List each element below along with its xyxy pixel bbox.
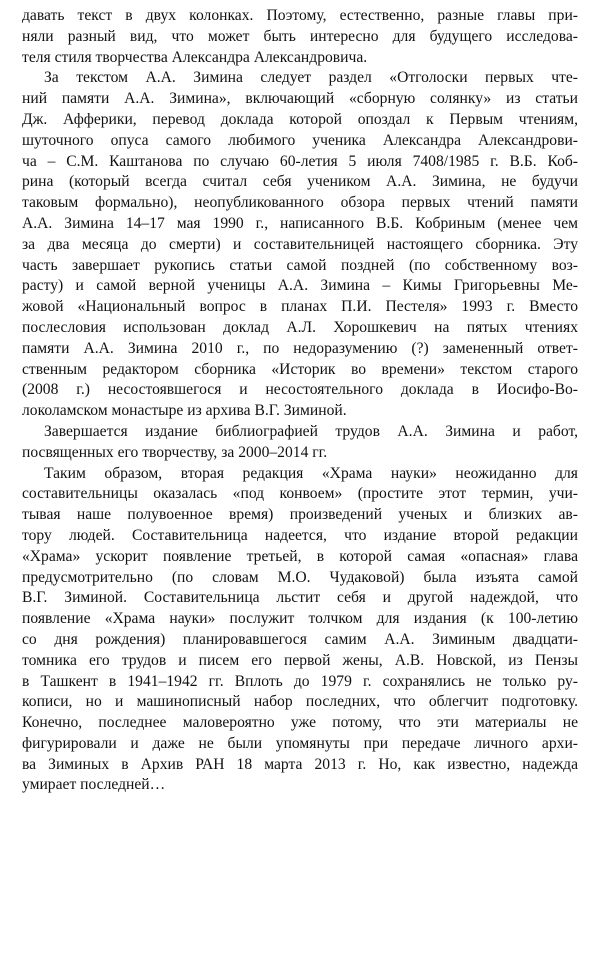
paragraph-4 [22,464,578,797]
text-line: локоламском монастыре из архива В.Г. Зиминой. [22,402,347,420]
text-line: жовой «Национальный вопрос в планах П.И. Пестеля» 1993 г. Вместо [22,298,578,316]
text-line: расту) и самой верной ученицы А.А. Зимина – Кимы Григорьевны Ме- [22,277,578,295]
text-line: составительницы оказалась «под конвоем» (простите этот термин, учи- [22,485,578,503]
text-line: ча – С.М. Каштанова по случаю 60-летия 5 июля 7408/1985 г. В.Б. Коб- [22,152,578,170]
text-line: со дня рождения) планировавшегося самим А.А. Зиминым двадцати- [22,630,578,648]
text-line: за два месяца до смерти) и составительницей настоящего сборника. Эту [22,235,578,253]
text-line: томника его трудов и писем его первой жены, А.В. Новской, из Пензы [22,651,578,669]
text-line: тору людей. Составительница надеется, что издание второй редакции [22,526,578,544]
text-line: ва Зиминых в Архив РАН 18 марта 2013 г. Но, как известно, надежда [22,755,578,773]
text-line: умирает последней… [22,776,166,794]
text-line: предусмотрительно (по словам М.О. Чудаковой) была изъята самой [22,568,578,586]
text-line: в Ташкент в 1941–1942 гг. Вплоть до 1979 г. сохранялись не только ру- [22,672,578,690]
text-line: фигурировали и даже не были упомянуты при передаче личного архи- [22,734,578,752]
text-line: тывая наше полувоенное время) произведений ученых и близких ав- [22,506,578,524]
text-line: появление «Храма науки» послужит толчком для издания (к 100-летию [22,610,578,628]
text-line: «Храма» ускорит появление третьей, в которой самая «опасная» глава [22,547,578,565]
text-line: часть завершает рукопись статьи самой поздней (по собственному воз- [22,256,578,274]
text-line: Таким образом, вторая редакция «Храма науки» неожиданно для [44,464,578,482]
text-line: За текстом А.А. Зимина следует раздел «Отголоски первых чте- [44,69,578,87]
text-line: В.Г. Зиминой. Составительница льстит себя и другой надеждой, что [22,589,578,607]
paragraph-3 [22,422,578,464]
text-line: кописи, но и машинописный набор последних, что облегчит подготовку. [22,693,578,711]
text-line: Завершается издание библиографией трудов А.А. Зимина и работ, [44,422,578,440]
paragraph-2 [22,68,578,422]
text-line: шуточного опуса самого любимого ученика Александра Александрови- [22,131,578,149]
paragraph-1 [22,6,578,68]
text-line: послесловия использован доклад А.Л. Хорошкевич на пятых чтениях [22,318,578,336]
text-line: памяти А.А. Зимина 2010 г., по недоразумению (?) замененный ответ- [22,339,578,357]
text-line: Конечно, последнее маловероятно уже потому, что эти материалы не [22,714,578,732]
text-line: ний памяти А.А. Зимина», включающий «сборную солянку» из статьи [22,90,578,108]
text-line: давать текст в двух колонках. Поэтому, естественно, разные главы при- [22,7,578,24]
text-line: Дж. Афферики, перевод доклада которой опоздал к Первым чтениям, [22,110,578,128]
text-line: рина (который всегда считал себя учеником А.А. Зимина, не будучи [22,173,578,191]
text-line: теля стиля творчества Александра Александровича. [22,48,368,66]
text-line: (2008 г.) несостоявшегося и несостоятельного доклада в Иосифо-Во- [22,381,578,399]
text-line: посвященных его творчеству, за 2000–2014 гг. [22,443,328,461]
text-line: няли разный вид, что может быть интересно для будущего исследова- [22,27,578,45]
text-line: А.А. Зимина 14–17 мая 1990 г., написанного В.Б. Кобриным (менее чем [22,214,578,232]
text-line: ственным редактором сборника «Историк во времени» текстом старого [22,360,578,378]
text-line: таковым формально), неопубликованного обзора первых чтений памяти [22,194,578,212]
document-page [22,6,578,796]
